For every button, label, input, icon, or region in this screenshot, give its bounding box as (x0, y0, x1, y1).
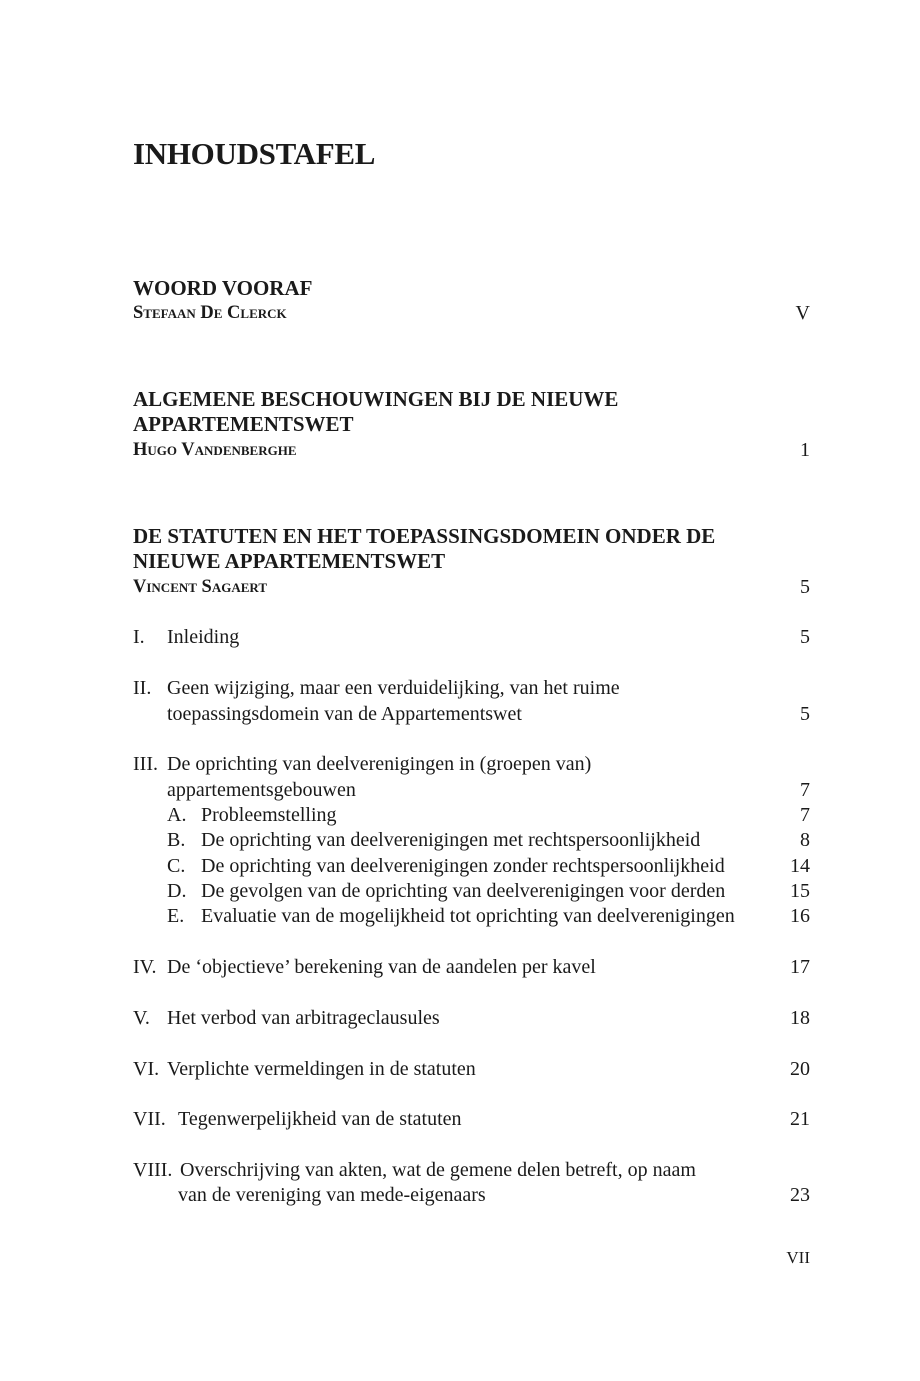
entry-number: VIII. (133, 1159, 173, 1181)
entry-text: Inleiding (167, 626, 240, 648)
subentry-page-number: 16 (790, 905, 810, 927)
section-title: APPARTEMENTSWET (133, 412, 354, 436)
entry-text: Overschrijving van akten, wat de gemene delen betreft, op naam (180, 1159, 696, 1181)
entry-page-number: 17 (790, 956, 810, 978)
subentry-letter: B. (167, 829, 186, 851)
section-title: DE STATUTEN EN HET TOEPASSINGSDOMEIN ONDER DE (133, 524, 716, 548)
subentry-text: De oprichting van deelverenigingen zonder rechtspersoonlijkheid (201, 855, 725, 877)
page-title: INHOUDSTAFEL (133, 136, 376, 171)
section-page-number: V (795, 302, 810, 324)
entry-number: I. (133, 626, 145, 648)
entry-number: V. (133, 1007, 150, 1029)
entry-text: De oprichting van deelverenigingen in (groepen van) (167, 753, 592, 775)
entry-text: toepassingsdomein van de Appartementswet (167, 703, 522, 725)
entry-text: Verplichte vermeldingen in de statuten (167, 1058, 476, 1080)
section-title: NIEUWE APPARTEMENTSWET (133, 549, 446, 573)
entry-text: De ‘objectieve’ berekening van de aandelen per kavel (167, 956, 596, 978)
entry-number: VII. (133, 1108, 166, 1130)
subentry-text: De oprichting van deelverenigingen met rechtspersoonlijkheid (201, 829, 701, 851)
section-page-number: 5 (800, 576, 810, 598)
entry-page-number: 5 (800, 626, 810, 648)
entry-text: Het verbod van arbitrageclausules (167, 1007, 440, 1029)
subentry-page-number: 15 (790, 880, 810, 902)
entry-page-number: 5 (800, 703, 810, 725)
entry-text: van de vereniging van mede-eigenaars (178, 1184, 486, 1206)
subentry-page-number: 14 (790, 855, 810, 877)
entry-page-number: 18 (790, 1007, 810, 1029)
section-author: Vincent Sagaert (133, 577, 268, 597)
section-author: Hugo Vandenberghe (133, 440, 297, 460)
subentry-letter: D. (167, 880, 187, 902)
section-page-number: 1 (800, 439, 810, 461)
entry-page-number: 7 (800, 779, 810, 801)
subentry-letter: A. (167, 804, 187, 826)
section-title: WOORD VOORAF (133, 276, 313, 300)
section-author: Stefaan De Clerck (133, 303, 287, 323)
entry-number: III. (133, 753, 158, 775)
subentry-text: Probleemstelling (201, 804, 337, 826)
subentry-letter: C. (167, 855, 186, 877)
subentry-page-number: 8 (800, 829, 810, 851)
entry-number: IV. (133, 956, 157, 978)
entry-page-number: 21 (790, 1108, 810, 1130)
folio-number: VII (786, 1248, 810, 1267)
subentry-text: Evaluatie van de mogelijkheid tot oprichting van deelverenigingen (201, 905, 735, 927)
entry-text: appartementsgebouwen (167, 779, 356, 801)
entry-text: Tegenwerpelijkheid van de statuten (178, 1108, 462, 1130)
section-title: ALGEMENE BESCHOUWINGEN BIJ DE NIEUWE (133, 387, 619, 411)
entry-page-number: 23 (790, 1184, 810, 1206)
subentry-page-number: 7 (800, 804, 810, 826)
entry-number: VI. (133, 1058, 160, 1080)
subentry-text: De gevolgen van de oprichting van deelverenigingen voor derden (201, 880, 726, 902)
entry-text: Geen wijziging, maar een verduidelijking, van het ruime (167, 677, 620, 699)
entry-page-number: 20 (790, 1058, 810, 1080)
entry-number: II. (133, 677, 152, 699)
subentry-letter: E. (167, 905, 185, 927)
